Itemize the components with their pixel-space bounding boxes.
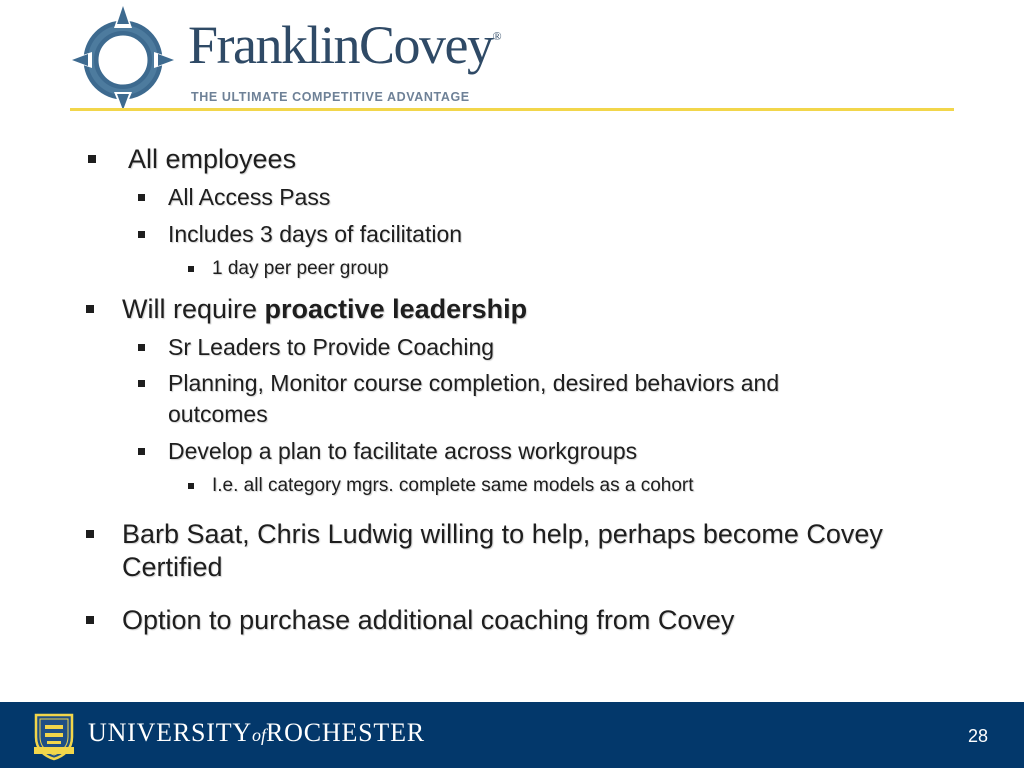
bullet-square [138, 448, 145, 455]
wordmark-university: UNIVERSITY [88, 718, 252, 747]
bullet-barb-saat-continuation: Certified [122, 552, 223, 582]
bullet-cohort: I.e. all category mgrs. complete same models as a cohort [212, 475, 694, 496]
bullet-facilitation-days: Includes 3 days of facilitation [168, 221, 463, 247]
brand-text: FranklinCovey [188, 15, 493, 75]
bullet-prefix: Will require [122, 294, 265, 324]
bullet-square [138, 194, 145, 201]
bullet-square [138, 380, 145, 387]
footer-bar [0, 702, 1024, 768]
bullet-bold-text: proactive leadership [264, 294, 528, 324]
bullet-all-access-pass: All Access Pass [168, 184, 331, 210]
bullet-planning: Planning, Monitor course completion, desired behaviors and [168, 370, 780, 396]
bullet-square [138, 231, 145, 238]
bullet-peer-group: 1 day per peer group [212, 258, 389, 279]
bullet-all-employees: All employees [128, 144, 297, 174]
bullet-planning-continuation: outcomes [168, 401, 268, 427]
bullet-square [86, 305, 94, 313]
university-wordmark [88, 718, 425, 748]
bullet-square [86, 530, 94, 538]
brand-tagline: THE ULTIMATE COMPETITIVE ADVANTAGE [191, 90, 470, 104]
bullet-develop-plan: Develop a plan to facilitate across workgroups [168, 438, 638, 464]
bullet-square [86, 616, 94, 624]
bullet-square [188, 266, 194, 272]
registered-mark: ® [492, 29, 502, 43]
bullet-sr-leaders: Sr Leaders to Provide Coaching [168, 334, 495, 360]
university-seal-icon [30, 711, 78, 761]
bullet-square [138, 344, 145, 351]
header-divider [70, 108, 954, 111]
franklin-covey-compass-logo-icon [68, 2, 178, 114]
brand-name [188, 15, 502, 75]
bullet-square [88, 155, 96, 163]
bullet-purchase-coaching: Option to purchase additional coaching from Covey [122, 605, 735, 635]
page-number: 28 [967, 726, 988, 746]
bullet-barb-saat: Barb Saat, Chris Ludwig willing to help, perhaps become Covey [122, 519, 883, 549]
bullet-proactive-leadership [122, 294, 527, 325]
wordmark-of: of [252, 725, 267, 745]
wordmark-rochester: ROCHESTER [266, 718, 425, 747]
bullet-square [188, 483, 194, 489]
